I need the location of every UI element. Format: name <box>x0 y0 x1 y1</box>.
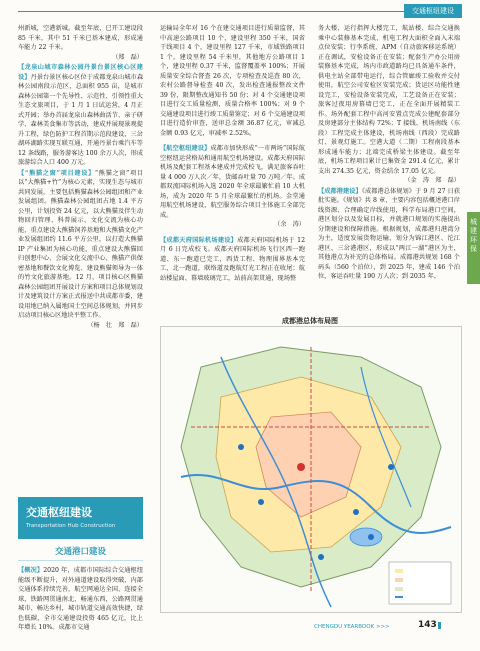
entry-body: 《成都港总体规划》于 9 月 27 日获批实施。《规划》共 8 章，主要内容包括概述港口岸线资源、合理确定岸线使用，科学布局港口空间，港区划分以及发展目标，并就港口规划的实施提出分期建设和保障措施。根据规划，成都港归港湾分为主，适度发展货物运输，划分为锦江港区、沱江港区、三岔港港区，形成以“两江一湖”港区为主，其他港点为补充的总体格局。成都港共规划 168 个码头（560 个泊位），到 2025 年，建成 146 个泊位，客运吞吐量 190 万人次；到 2035 年， <box>318 187 461 280</box>
map-title: 成都港总体布局图 <box>282 317 338 325</box>
section-banner-title: 交通枢纽建设 <box>26 506 92 519</box>
entry-title: 【航空枢纽建设】 <box>160 145 211 152</box>
paragraph: 州新城，空港新城。截至年底，已开工建设段 85 千米，其中 51 千米已基本建成，形成通车能力 22 千米。 <box>18 25 143 51</box>
entry-body: 2020 年，成都市国际综合交通枢纽能级不断提升，对外通道建设取得突破，内部交通体系持续完善，航空网通达全国、连接全球，铁路网贯通南北、畅通东西，公路网贯通城市、畅达乡村，城市轨道交通高效快捷，绿色低碳，全市交通建设投资 465 亿元，比上年增长 10%。成都市交通 <box>18 567 144 631</box>
source-note: （郑 磊） <box>112 53 143 61</box>
footer-mark <box>438 622 441 629</box>
entry-title: 【龙泉山城市森林公园丹景台景区核心区建设】 <box>18 64 143 81</box>
map-graphic <box>161 327 461 612</box>
subsection-rule <box>18 560 143 561</box>
paragraph: 运输局全年对 16 个在建交通项目进行质量监督，其中高速公路项目 10 个，建设里程 350 千米，国省干线项目 4 个，建设里程 127 千米，市域铁路项目 1 个，建设里程 54 千米里，其他地方公路项目 1 个，建设里程 0.37 千米，监督覆盖率 100%；开展质量安全综合督查 26 次，专项检查及巡查 80 次，农村公路督导检查 40 次，发出检查通报整改文件 39 份，限期整改通知书 50 份；对 4 个交通建设项目进行交工质量检测，质量合格率 100%；对 9 个交通建设项目进行竣工质量鉴定；对 6 个交通建设项目进行造价审查，送审总金额 36.87 亿元，审减总金额 0.93 亿元，审减率 2.52%。 <box>160 25 305 137</box>
footer-yearbook-label: CHENGDU YEARBOOK >>> <box>314 624 390 630</box>
subsection-title: 交通港口建设 <box>54 547 106 557</box>
section-header-tag: 交通枢纽建设 <box>404 4 462 18</box>
page-number: 143 <box>418 620 437 630</box>
entry-title: 【成都港建设】 <box>318 187 362 195</box>
entry-body: 成都天府国际机场于 12 月 6 日完成校飞。成都天府国际机场飞行区西一跑道、东一跑道已完工，西货工程、物理围界基本完工，北一跑道，联络道及跑航灯光工程正在收尾；航站楼屋面、幕墙玻璃完工，站前高架贯通，现场整 <box>160 236 306 282</box>
entry-title: 【“熊猫之窗”项目建设】 <box>18 169 95 177</box>
section-banner-subtitle: Transportation Hub Construction <box>26 523 116 529</box>
source-note: （金 涛 郑 磊） <box>404 177 460 184</box>
category-side-tab: 城建环保 <box>467 212 480 284</box>
entry-body: 丹景台景区核心区位于成都龙泉山城市森林公园南段示范区，总面积 955 亩，是城市森林公园第一个先导性、示范性、引领性重大生态文旅项目，于 1 月 1 日试运营，4 月正式开园；举办首届龙泉山森林曲活节、亲子研学、森林美食集市等活动，建成并展现景观提升工程，绿色防护工程首期示范段建设，三岔湖环湖路实现互联互通，开通丹景台乘汽车等 12 条线路，服务游客达 100 余万人次，形成旅游综合人口 400 万元。 <box>18 73 144 166</box>
column-middle <box>160 24 305 284</box>
column-left <box>18 24 143 331</box>
column-right <box>318 24 460 283</box>
section-banner <box>18 497 143 539</box>
entry-title: 【概况】 <box>18 567 44 574</box>
source-note: （余 涛） <box>274 221 305 228</box>
port-layout-map <box>160 326 462 613</box>
source-note: （杨 壮 郑 磊） <box>87 321 143 329</box>
header-rule <box>18 11 458 12</box>
entry-title: 【成都天府国际机场建设】 <box>160 236 238 244</box>
paragraph: 务大楼、运行指挥大楼完工，航站楼、综合交通换乘中心装修基本完成，机电工程大面积全面入末端点位安装；行李系统、APM（自动旅客移运系统）正在调试，安检设备正在安装；配套生产办公用房装修基本完成，场内市政道路均已具备通车条件，供电主站全部带电运行，综合管廊竣工验收并交付使用，航空公司安检区安装完成；货运区功能性建设完工，安检设备安装完成，工艺设备正在安装；旅客过夜用房幕墙已完工，正在全面开展精装工作。场外配套工程中高河安置点完成公建配套部分及房建部分主体结构 72%；T 接线、机场南线（东段）工程完成主体建设，机场南线（西段）完成路灯、景观灯施工。空港大道（二期）工程南段基本形成通车能力；北端完成桥梁主体建设。截至年底，机场工程项目累计已集资金 291.4 亿元，累计支出 274.35 亿元，资金结余 17.05 亿元。 <box>318 25 460 175</box>
column-left-lower <box>18 566 143 634</box>
entry-body: 成都市加快形成“一市两场”国际航空枢纽运营格局和通用航空机场建设。成都天府国际机场及配套工程基本建成并完成校飞，满足旅客吞吐量 4 000 万人次／年，货邮吞吐量 70 万吨／年。成都双流国际机场入选 2020 年全球最繁忙前 10 大机场，成为 2020 年 5 月全球最繁忙的机场。金堂通用航空机场建设，航空服务综合项目主体施工全部完成。 <box>160 145 306 219</box>
entry-body: “熊猫之窗”项目以“大熊猫+竹”为核心元素，实现生态与城市共同发展，主要包括熊猫森林公园组团和产业发展组团。熊猫森林公园组团占地 1.4 平方公里，计划投资 24 亿元，以大熊猫及伴生动物回归管理、科普展示、文化交流为核心功能，重点建设大熊猫饲养基地和大熊猫文化产业发展组团约 11.6 平方公里，以打造大熊猫 IP 产业集团为核心功能，重点建设大熊猫回归创想中心、会展文化交流中心、熊猫产供保密基地和餐饮文化博览、建设熊猫领导为一体的竹文化旅游基地。12 月，项目核心区熊猫森林公园组团开展设计方案和项目总体规划设计及建筑设计方案正式报送中共成都市委，建设用地已纳入属地国土空间总体规划，并同步启动项目核心区地块平整工作。 <box>18 169 143 319</box>
